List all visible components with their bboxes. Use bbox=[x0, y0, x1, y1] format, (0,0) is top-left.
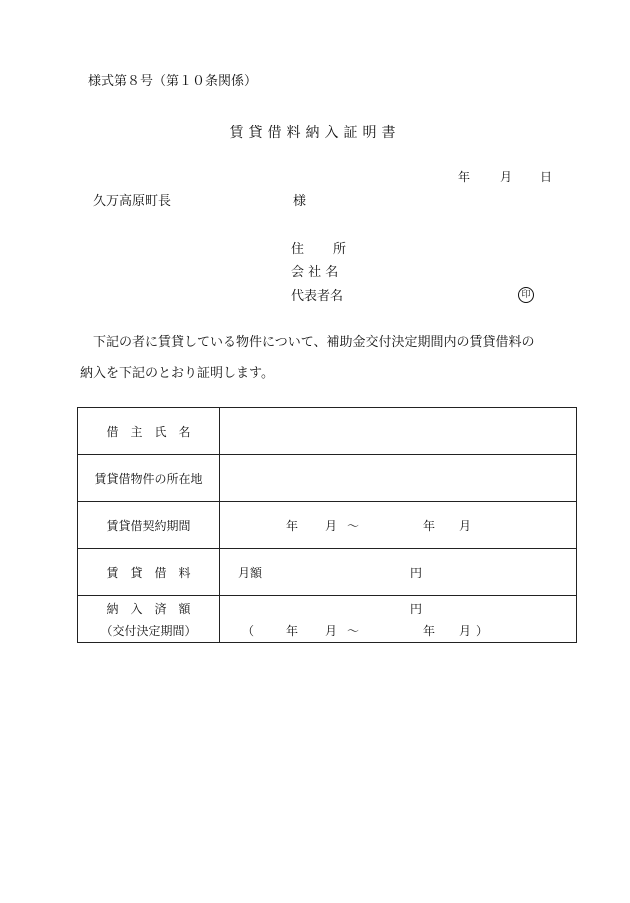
borrower-row bbox=[78, 408, 577, 455]
paid-from-year: 年 bbox=[286, 624, 299, 638]
date-day: 日 bbox=[540, 170, 553, 184]
period-from-year: 年 bbox=[286, 519, 299, 533]
paid-to-month: 月 bbox=[459, 624, 472, 638]
paid-tilde: ～ bbox=[347, 624, 360, 638]
date-month: 月 bbox=[500, 170, 513, 184]
body-text-line-1: 下記の者に賃貸している物件について、補助金交付決定期間内の賃貸借料の bbox=[93, 335, 535, 350]
fee-value[interactable] bbox=[220, 549, 577, 596]
form-number: 様式第８号（第１０条関係） bbox=[88, 74, 258, 89]
period-row bbox=[78, 502, 577, 549]
location-label: 賃貸借物件の所在地 bbox=[78, 455, 220, 502]
fee-row bbox=[78, 549, 577, 596]
representative-label: 代表者名 bbox=[291, 289, 344, 304]
paid-row bbox=[78, 596, 577, 643]
borrower-label: 借 主 氏 名 bbox=[78, 408, 220, 455]
period-to-month: 月 bbox=[459, 519, 472, 533]
company-label: 会 社 名 bbox=[291, 265, 339, 280]
paid-yen-unit: 円 bbox=[410, 602, 423, 616]
document-title: 賃貸借料納入証明書 bbox=[229, 125, 401, 141]
paid-value[interactable] bbox=[220, 596, 577, 643]
fee-yen-unit: 円 bbox=[410, 566, 423, 580]
honorific: 様 bbox=[293, 194, 307, 209]
period-tilde: ～ bbox=[347, 519, 360, 533]
paid-open-paren: （ bbox=[242, 624, 255, 638]
period-label: 賃貸借契約期間 bbox=[78, 502, 220, 549]
seal-mark-icon: 印 bbox=[518, 287, 534, 303]
period-value[interactable] bbox=[220, 502, 577, 549]
paid-close-paren: ） bbox=[476, 624, 489, 638]
body-text-line-2: 納入を下記のとおり証明します。 bbox=[80, 366, 274, 381]
paid-label-cell bbox=[78, 596, 220, 643]
borrower-value[interactable] bbox=[220, 408, 577, 455]
paid-to-year: 年 bbox=[423, 624, 436, 638]
fee-monthly-label: 月額 bbox=[238, 566, 263, 580]
addressee: 久万高原町長 bbox=[93, 194, 172, 209]
date-year: 年 bbox=[458, 170, 471, 184]
period-from-month: 月 bbox=[325, 519, 338, 533]
location-value[interactable] bbox=[220, 455, 577, 502]
certificate-table bbox=[77, 407, 577, 643]
paid-from-month: 月 bbox=[325, 624, 338, 638]
paid-sublabel: （交付決定期間） bbox=[100, 624, 197, 638]
fee-label: 賃 貸 借 料 bbox=[78, 549, 220, 596]
location-row bbox=[78, 455, 577, 502]
paid-label: 納 入 済 額 bbox=[106, 602, 191, 616]
address-label: 住 所 bbox=[291, 242, 348, 257]
period-to-year: 年 bbox=[423, 519, 436, 533]
